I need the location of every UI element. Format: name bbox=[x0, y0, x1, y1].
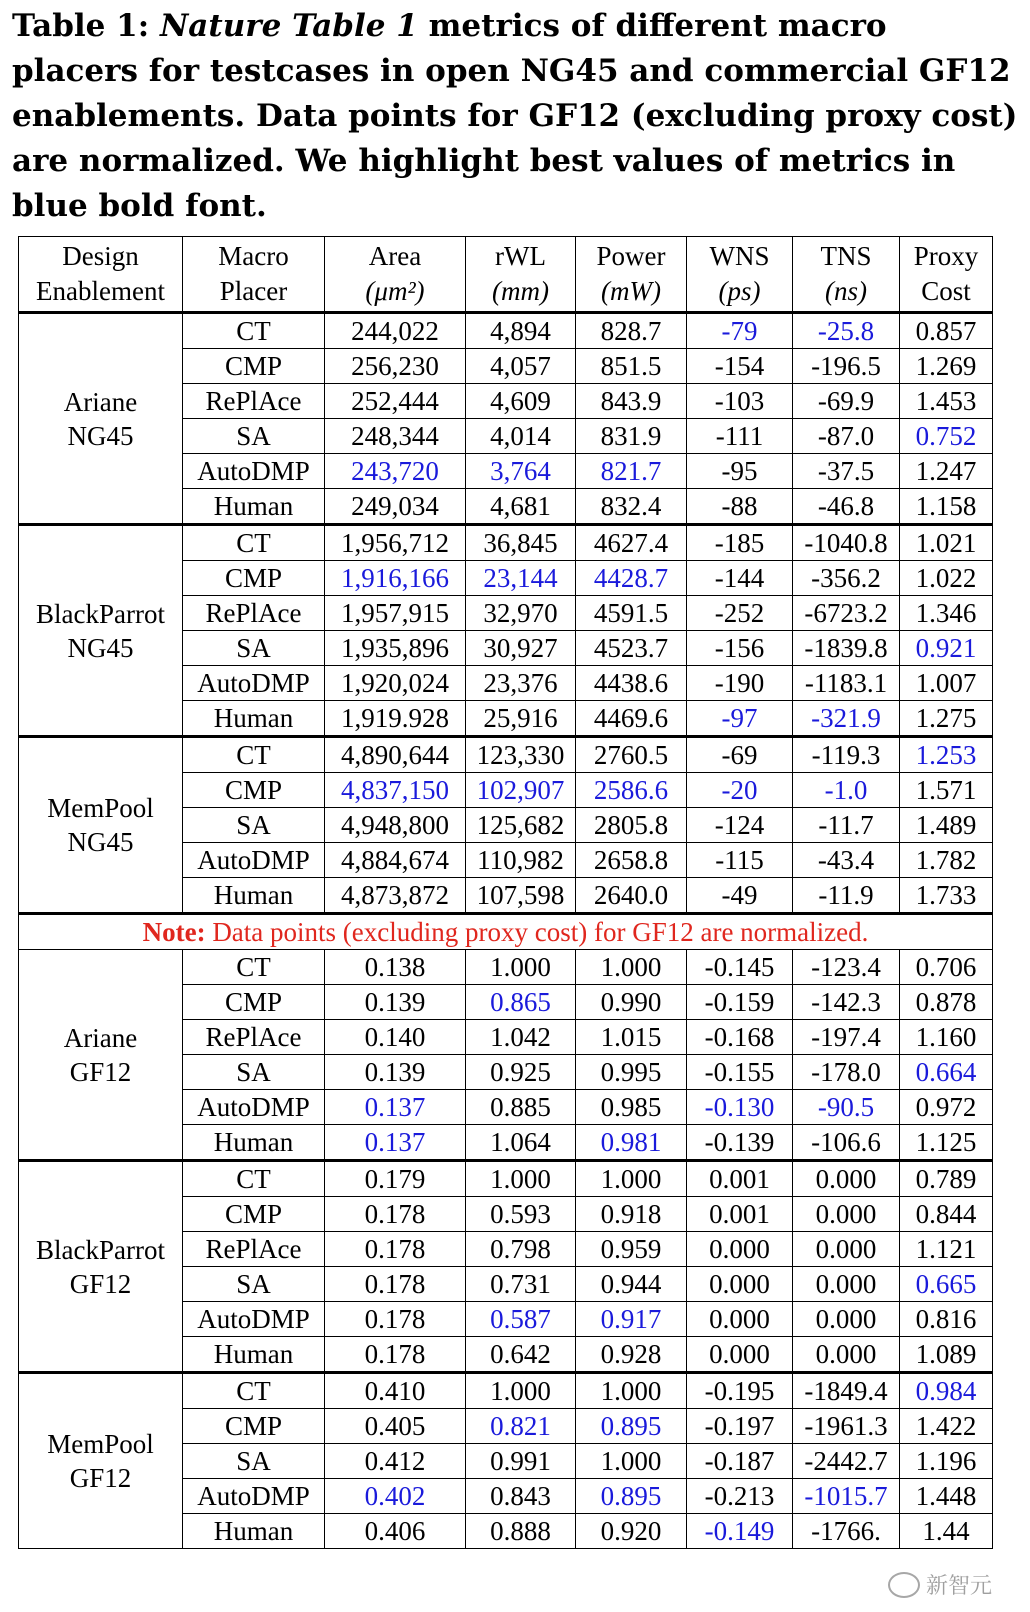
value-cell: 0.000 bbox=[687, 1302, 793, 1337]
design-label: NG45 bbox=[67, 420, 134, 451]
value-cell: 0.990 bbox=[576, 985, 687, 1020]
value-cell: 0.001 bbox=[687, 1161, 793, 1197]
value-cell: 4,681 bbox=[466, 489, 576, 525]
placer-cell: Human bbox=[183, 878, 325, 914]
value-cell: 0.179 bbox=[325, 1161, 466, 1197]
value-cell: 0.816 bbox=[900, 1302, 993, 1337]
table-row bbox=[19, 1161, 993, 1197]
value-cell: 0.895 bbox=[576, 1409, 687, 1444]
header-placer: Macro Placer bbox=[183, 237, 325, 313]
design-label: MemPool bbox=[47, 1429, 154, 1459]
value-cell: 2760.5 bbox=[576, 737, 687, 773]
value-cell: 0.000 bbox=[793, 1232, 900, 1267]
value-cell: 0.642 bbox=[466, 1337, 576, 1373]
caption-rest: metrics of different macro placers for testcases in open NG45 and commercial GF12 enablements. Data points for GF12 (excluding proxy cost) are normalized. We highlight best values of metrics in blue bold font. bbox=[12, 8, 1018, 224]
note-cell bbox=[19, 914, 993, 950]
header-tns: TNS (ns) bbox=[793, 237, 900, 313]
value-cell: 23,144 bbox=[466, 561, 576, 596]
placer-cell: Human bbox=[183, 701, 325, 737]
value-cell: 0.140 bbox=[325, 1020, 466, 1055]
watermark-text: 新智元 bbox=[925, 1574, 992, 1599]
value-cell: -46.8 bbox=[793, 489, 900, 525]
value-cell: -6723.2 bbox=[793, 596, 900, 631]
value-cell: 0.412 bbox=[325, 1444, 466, 1479]
value-cell: 4,890,644 bbox=[325, 737, 466, 773]
value-cell: -142.3 bbox=[793, 985, 900, 1020]
value-cell: 4438.6 bbox=[576, 666, 687, 701]
value-cell: 4,948,800 bbox=[325, 808, 466, 843]
table-row bbox=[19, 737, 993, 773]
value-cell: -119.3 bbox=[793, 737, 900, 773]
design-label: GF12 bbox=[69, 1463, 132, 1493]
value-cell: 1.007 bbox=[900, 666, 993, 701]
value-cell: 1.453 bbox=[900, 384, 993, 419]
value-cell: 0.925 bbox=[466, 1055, 576, 1090]
value-cell: -190 bbox=[687, 666, 793, 701]
placer-cell: CT bbox=[183, 1373, 325, 1409]
placer-cell: RePlAce bbox=[183, 1232, 325, 1267]
value-cell: 0.885 bbox=[466, 1090, 576, 1125]
placer-cell: CMP bbox=[183, 1409, 325, 1444]
value-cell: -196.5 bbox=[793, 349, 900, 384]
placer-cell: CMP bbox=[183, 773, 325, 808]
value-cell: -123.4 bbox=[793, 950, 900, 985]
value-cell: 1.253 bbox=[900, 737, 993, 773]
value-cell: 0.731 bbox=[466, 1267, 576, 1302]
value-cell: 0.821 bbox=[466, 1409, 576, 1444]
placer-cell: SA bbox=[183, 631, 325, 666]
value-cell: 1.448 bbox=[900, 1479, 993, 1514]
note-text: Data points (excluding proxy cost) for GF12 are normalized. bbox=[205, 917, 869, 947]
value-cell: 25,916 bbox=[466, 701, 576, 737]
value-cell: 0.178 bbox=[325, 1197, 466, 1232]
placer-cell: CMP bbox=[183, 985, 325, 1020]
header-row bbox=[19, 237, 993, 313]
placer-cell: Human bbox=[183, 1125, 325, 1161]
design-label: NG45 bbox=[67, 632, 134, 663]
value-cell: -197.4 bbox=[793, 1020, 900, 1055]
value-cell: 102,907 bbox=[466, 773, 576, 808]
value-cell: 0.706 bbox=[900, 950, 993, 985]
header-power: Power (mW) bbox=[576, 237, 687, 313]
value-cell: 0.981 bbox=[576, 1125, 687, 1161]
value-cell: -95 bbox=[687, 454, 793, 489]
design-cell bbox=[19, 950, 183, 1161]
value-cell: 4,873,872 bbox=[325, 878, 466, 914]
value-cell: 0.137 bbox=[325, 1090, 466, 1125]
design-label: Ariane bbox=[63, 1022, 138, 1053]
value-cell: 0.000 bbox=[793, 1302, 900, 1337]
value-cell: 0.000 bbox=[793, 1197, 900, 1232]
placer-cell: Human bbox=[183, 489, 325, 525]
value-cell: 1,916,166 bbox=[325, 561, 466, 596]
value-cell: 0.895 bbox=[576, 1479, 687, 1514]
value-cell: 4627.4 bbox=[576, 525, 687, 561]
value-cell: -115 bbox=[687, 843, 793, 878]
header-rwl: rWL (mm) bbox=[466, 237, 576, 313]
value-cell: 252,444 bbox=[325, 384, 466, 419]
value-cell: 0.139 bbox=[325, 1055, 466, 1090]
value-cell: 30,927 bbox=[466, 631, 576, 666]
design-cell bbox=[19, 737, 183, 914]
value-cell: 0.995 bbox=[576, 1055, 687, 1090]
value-cell: 244,022 bbox=[325, 313, 466, 349]
value-cell: 1.346 bbox=[900, 596, 993, 631]
value-cell: 249,034 bbox=[325, 489, 466, 525]
placer-cell: CT bbox=[183, 1161, 325, 1197]
value-cell: -156 bbox=[687, 631, 793, 666]
placer-cell: SA bbox=[183, 1055, 325, 1090]
value-cell: 1.158 bbox=[900, 489, 993, 525]
placer-cell: CT bbox=[183, 313, 325, 349]
value-cell: -1961.3 bbox=[793, 1409, 900, 1444]
value-cell: 1.733 bbox=[900, 878, 993, 914]
value-cell: -0.213 bbox=[687, 1479, 793, 1514]
wechat-icon bbox=[888, 1572, 920, 1598]
placer-cell: AutoDMP bbox=[183, 666, 325, 701]
value-cell: 1.160 bbox=[900, 1020, 993, 1055]
value-cell: -1766. bbox=[793, 1514, 900, 1549]
value-cell: 1.000 bbox=[576, 1444, 687, 1479]
design-cell bbox=[19, 1373, 183, 1549]
placer-cell: SA bbox=[183, 419, 325, 454]
value-cell: -2442.7 bbox=[793, 1444, 900, 1479]
caption-prefix: Table 1: bbox=[12, 8, 160, 44]
value-cell: 32,970 bbox=[466, 596, 576, 631]
placer-cell: CMP bbox=[183, 561, 325, 596]
note-row bbox=[19, 914, 993, 950]
value-cell: 1,919.928 bbox=[325, 701, 466, 737]
value-cell: 1.021 bbox=[900, 525, 993, 561]
watermark bbox=[888, 1569, 992, 1600]
value-cell: 0.928 bbox=[576, 1337, 687, 1373]
value-cell: 1.121 bbox=[900, 1232, 993, 1267]
value-cell: -1849.4 bbox=[793, 1373, 900, 1409]
design-label: NG45 bbox=[67, 827, 134, 857]
value-cell: 0.138 bbox=[325, 950, 466, 985]
design-label: BlackParrot bbox=[36, 598, 165, 629]
value-cell: -0.168 bbox=[687, 1020, 793, 1055]
placer-cell: CMP bbox=[183, 349, 325, 384]
value-cell: 0.406 bbox=[325, 1514, 466, 1549]
value-cell: 1.000 bbox=[576, 1161, 687, 1197]
header-area: Area (μm²) bbox=[325, 237, 466, 313]
table-row bbox=[19, 1373, 993, 1409]
value-cell: 1.125 bbox=[900, 1125, 993, 1161]
value-cell: 1.015 bbox=[576, 1020, 687, 1055]
design-label: GF12 bbox=[69, 1056, 132, 1087]
value-cell: 36,845 bbox=[466, 525, 576, 561]
value-cell: 1.000 bbox=[466, 1373, 576, 1409]
value-cell: 831.9 bbox=[576, 419, 687, 454]
value-cell: 110,982 bbox=[466, 843, 576, 878]
value-cell: -43.4 bbox=[793, 843, 900, 878]
value-cell: -0.130 bbox=[687, 1090, 793, 1125]
value-cell: 1,956,712 bbox=[325, 525, 466, 561]
design-label: BlackParrot bbox=[36, 1234, 165, 1265]
placer-cell: SA bbox=[183, 808, 325, 843]
value-cell: 0.917 bbox=[576, 1302, 687, 1337]
value-cell: 832.4 bbox=[576, 489, 687, 525]
value-cell: 0.944 bbox=[576, 1267, 687, 1302]
value-cell: -11.7 bbox=[793, 808, 900, 843]
placer-cell: AutoDMP bbox=[183, 454, 325, 489]
value-cell: -0.149 bbox=[687, 1514, 793, 1549]
value-cell: -69 bbox=[687, 737, 793, 773]
value-cell: -1040.8 bbox=[793, 525, 900, 561]
value-cell: -0.159 bbox=[687, 985, 793, 1020]
value-cell: 851.5 bbox=[576, 349, 687, 384]
value-cell: 2640.0 bbox=[576, 878, 687, 914]
value-cell: 2586.6 bbox=[576, 773, 687, 808]
value-cell: -185 bbox=[687, 525, 793, 561]
value-cell: -252 bbox=[687, 596, 793, 631]
value-cell: 0.000 bbox=[687, 1267, 793, 1302]
table-row bbox=[19, 525, 993, 561]
value-cell: 0.405 bbox=[325, 1409, 466, 1444]
value-cell: 0.665 bbox=[900, 1267, 993, 1302]
value-cell: 0.857 bbox=[900, 313, 993, 349]
placer-cell: SA bbox=[183, 1267, 325, 1302]
value-cell: 256,230 bbox=[325, 349, 466, 384]
value-cell: 1.782 bbox=[900, 843, 993, 878]
value-cell: -79 bbox=[687, 313, 793, 349]
value-cell: 0.921 bbox=[900, 631, 993, 666]
placer-cell: AutoDMP bbox=[183, 1090, 325, 1125]
value-cell: 1.000 bbox=[466, 950, 576, 985]
value-cell: 0.991 bbox=[466, 1444, 576, 1479]
value-cell: 0.918 bbox=[576, 1197, 687, 1232]
value-cell: 248,344 bbox=[325, 419, 466, 454]
value-cell: 1.000 bbox=[576, 1373, 687, 1409]
value-cell: 0.843 bbox=[466, 1479, 576, 1514]
value-cell: -0.145 bbox=[687, 950, 793, 985]
value-cell: 4,609 bbox=[466, 384, 576, 419]
value-cell: -356.2 bbox=[793, 561, 900, 596]
design-cell bbox=[19, 313, 183, 525]
value-cell: 1.022 bbox=[900, 561, 993, 596]
value-cell: 1.44 bbox=[900, 1514, 993, 1549]
value-cell: 0.959 bbox=[576, 1232, 687, 1267]
placer-cell: CT bbox=[183, 950, 325, 985]
value-cell: -103 bbox=[687, 384, 793, 419]
value-cell: 1.000 bbox=[576, 950, 687, 985]
value-cell: 0.865 bbox=[466, 985, 576, 1020]
placer-cell: RePlAce bbox=[183, 384, 325, 419]
note-label: Note: bbox=[142, 917, 206, 947]
value-cell: 0.920 bbox=[576, 1514, 687, 1549]
value-cell: -124 bbox=[687, 808, 793, 843]
value-cell: 0.139 bbox=[325, 985, 466, 1020]
value-cell: 0.972 bbox=[900, 1090, 993, 1125]
value-cell: -0.187 bbox=[687, 1444, 793, 1479]
value-cell: -0.139 bbox=[687, 1125, 793, 1161]
value-cell: 1.000 bbox=[466, 1161, 576, 1197]
header-design: Design Enablement bbox=[19, 237, 183, 313]
value-cell: 0.410 bbox=[325, 1373, 466, 1409]
value-cell: 2805.8 bbox=[576, 808, 687, 843]
value-cell: -111 bbox=[687, 419, 793, 454]
value-cell: -69.9 bbox=[793, 384, 900, 419]
value-cell: 125,682 bbox=[466, 808, 576, 843]
design-cell bbox=[19, 525, 183, 737]
value-cell: -106.6 bbox=[793, 1125, 900, 1161]
value-cell: -0.197 bbox=[687, 1409, 793, 1444]
value-cell: 821.7 bbox=[576, 454, 687, 489]
value-cell: 1.042 bbox=[466, 1020, 576, 1055]
design-cell bbox=[19, 1161, 183, 1373]
value-cell: 4,894 bbox=[466, 313, 576, 349]
value-cell: 2658.8 bbox=[576, 843, 687, 878]
table-body bbox=[19, 313, 993, 1549]
table-row bbox=[19, 313, 993, 349]
value-cell: -1015.7 bbox=[793, 1479, 900, 1514]
value-cell: 1.571 bbox=[900, 773, 993, 808]
placer-cell: AutoDMP bbox=[183, 1479, 325, 1514]
value-cell: 0.000 bbox=[793, 1337, 900, 1373]
value-cell: 0.001 bbox=[687, 1197, 793, 1232]
caption-italic: Nature Table 1 bbox=[159, 8, 418, 44]
placer-cell: AutoDMP bbox=[183, 843, 325, 878]
value-cell: 0.000 bbox=[687, 1232, 793, 1267]
value-cell: -1839.8 bbox=[793, 631, 900, 666]
value-cell: -49 bbox=[687, 878, 793, 914]
value-cell: 0.178 bbox=[325, 1232, 466, 1267]
value-cell: 4469.6 bbox=[576, 701, 687, 737]
value-cell: 1,920,024 bbox=[325, 666, 466, 701]
placer-cell: Human bbox=[183, 1514, 325, 1549]
value-cell: 0.984 bbox=[900, 1373, 993, 1409]
value-cell: -321.9 bbox=[793, 701, 900, 737]
placer-cell: RePlAce bbox=[183, 1020, 325, 1055]
value-cell: -0.195 bbox=[687, 1373, 793, 1409]
value-cell: -0.155 bbox=[687, 1055, 793, 1090]
placer-cell: CT bbox=[183, 525, 325, 561]
table-row bbox=[19, 950, 993, 985]
value-cell: -87.0 bbox=[793, 419, 900, 454]
value-cell: 0.789 bbox=[900, 1161, 993, 1197]
placer-cell: CT bbox=[183, 737, 325, 773]
value-cell: -11.9 bbox=[793, 878, 900, 914]
value-cell: 1.489 bbox=[900, 808, 993, 843]
value-cell: 4,057 bbox=[466, 349, 576, 384]
value-cell: 0.402 bbox=[325, 1479, 466, 1514]
value-cell: -1183.1 bbox=[793, 666, 900, 701]
value-cell: 0.844 bbox=[900, 1197, 993, 1232]
value-cell: 243,720 bbox=[325, 454, 466, 489]
design-label: Ariane bbox=[63, 386, 138, 417]
placer-cell: AutoDMP bbox=[183, 1302, 325, 1337]
value-cell: 4,014 bbox=[466, 419, 576, 454]
table-caption bbox=[12, 4, 1022, 229]
design-label: GF12 bbox=[69, 1268, 132, 1299]
value-cell: 3,764 bbox=[466, 454, 576, 489]
value-cell: 123,330 bbox=[466, 737, 576, 773]
value-cell: -97 bbox=[687, 701, 793, 737]
value-cell: 1.089 bbox=[900, 1337, 993, 1373]
value-cell: 1.196 bbox=[900, 1444, 993, 1479]
value-cell: 828.7 bbox=[576, 313, 687, 349]
value-cell: -25.8 bbox=[793, 313, 900, 349]
value-cell: -154 bbox=[687, 349, 793, 384]
value-cell: 0.178 bbox=[325, 1302, 466, 1337]
value-cell: -1.0 bbox=[793, 773, 900, 808]
value-cell: 1.247 bbox=[900, 454, 993, 489]
value-cell: 4428.7 bbox=[576, 561, 687, 596]
value-cell: 107,598 bbox=[466, 878, 576, 914]
value-cell: -144 bbox=[687, 561, 793, 596]
placer-cell: Human bbox=[183, 1337, 325, 1373]
value-cell: 0.178 bbox=[325, 1267, 466, 1302]
value-cell: 0.593 bbox=[466, 1197, 576, 1232]
value-cell: 0.878 bbox=[900, 985, 993, 1020]
value-cell: -20 bbox=[687, 773, 793, 808]
placer-cell: SA bbox=[183, 1444, 325, 1479]
header-wns: WNS (ps) bbox=[687, 237, 793, 313]
value-cell: 1.422 bbox=[900, 1409, 993, 1444]
value-cell: 1,957,915 bbox=[325, 596, 466, 631]
header-proxy: Proxy Cost bbox=[900, 237, 993, 313]
value-cell: 1.269 bbox=[900, 349, 993, 384]
value-cell: 4,884,674 bbox=[325, 843, 466, 878]
value-cell: 0.752 bbox=[900, 419, 993, 454]
value-cell: 0.985 bbox=[576, 1090, 687, 1125]
value-cell: 0.000 bbox=[793, 1161, 900, 1197]
value-cell: 1.275 bbox=[900, 701, 993, 737]
design-label: MemPool bbox=[47, 793, 154, 823]
value-cell: 1.064 bbox=[466, 1125, 576, 1161]
value-cell: 0.000 bbox=[687, 1337, 793, 1373]
value-cell: -37.5 bbox=[793, 454, 900, 489]
value-cell: 0.178 bbox=[325, 1337, 466, 1373]
value-cell: 843.9 bbox=[576, 384, 687, 419]
value-cell: -178.0 bbox=[793, 1055, 900, 1090]
placer-cell: CMP bbox=[183, 1197, 325, 1232]
value-cell: 4591.5 bbox=[576, 596, 687, 631]
results-table bbox=[18, 236, 993, 1549]
value-cell: 1,935,896 bbox=[325, 631, 466, 666]
value-cell: 4523.7 bbox=[576, 631, 687, 666]
value-cell: 0.000 bbox=[793, 1267, 900, 1302]
value-cell: 0.888 bbox=[466, 1514, 576, 1549]
value-cell: -90.5 bbox=[793, 1090, 900, 1125]
value-cell: 23,376 bbox=[466, 666, 576, 701]
placer-cell: RePlAce bbox=[183, 596, 325, 631]
value-cell: 0.664 bbox=[900, 1055, 993, 1090]
value-cell: 0.587 bbox=[466, 1302, 576, 1337]
value-cell: 4,837,150 bbox=[325, 773, 466, 808]
value-cell: 0.798 bbox=[466, 1232, 576, 1267]
value-cell: -88 bbox=[687, 489, 793, 525]
value-cell: 0.137 bbox=[325, 1125, 466, 1161]
